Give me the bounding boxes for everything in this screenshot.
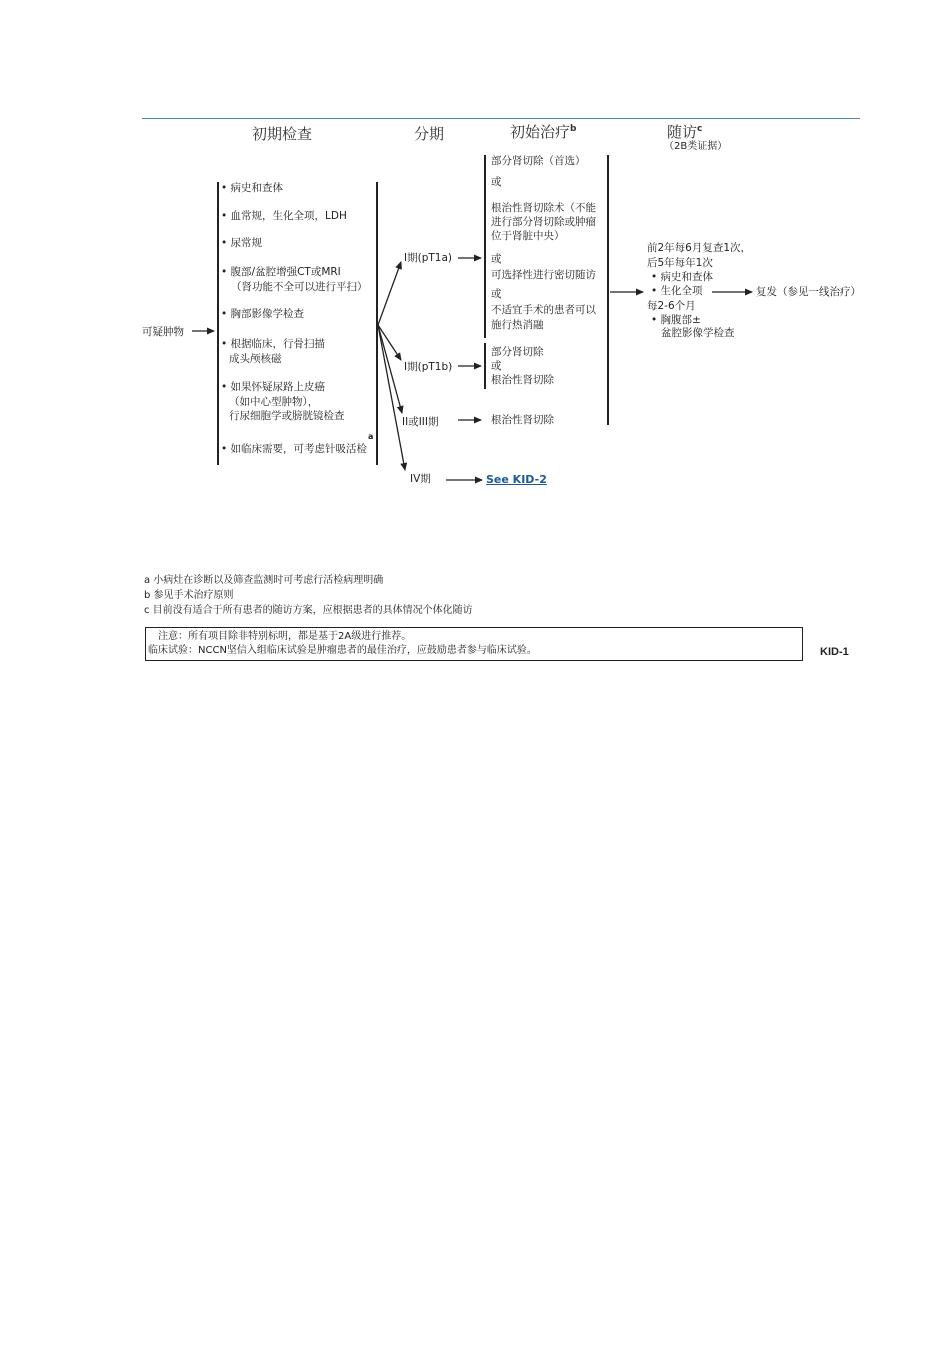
followup-schedule: 每2-6个月 xyxy=(647,300,696,312)
header-followup-sub: （2B类证据） xyxy=(664,141,728,152)
header-primary-treatment-label: 初始治疗 xyxy=(510,123,571,141)
footnote-c: c 目前没有适合于所有患者的随访方案，应根据患者的具体情况个体化随访 xyxy=(144,605,473,616)
stage-pt1b: I期(pT1b) xyxy=(404,361,453,373)
arrow-to-iv xyxy=(378,325,405,470)
followup-schedule: 前2年每6月复查1次， xyxy=(647,242,752,254)
workup-item: • 尿常规 xyxy=(221,237,263,249)
workup-item: • 胸部影像学检查 xyxy=(221,308,305,320)
stage-iv: IV期 xyxy=(410,473,431,485)
followup-item: • 病史和查体 xyxy=(651,271,714,283)
arrow-to-ii-iii xyxy=(378,325,402,413)
workup-item: • 根据临床，行骨扫描 xyxy=(221,338,326,350)
treatment-option: 部分肾切除 xyxy=(491,346,544,358)
treatment-option: 施行热消融 xyxy=(491,319,544,331)
workup-item: • 血常规，生化全项，LDH xyxy=(221,210,347,222)
stage-ii-iii: II或III期 xyxy=(402,416,439,428)
header-initial-workup: 初期检查 xyxy=(252,125,313,143)
treatment-or: 或 xyxy=(491,176,502,188)
followup-item: • 胸腹部± xyxy=(651,314,701,326)
workup-item: • 腹部/盆腔增强CT或MRI xyxy=(221,266,341,278)
followup-item: • 生化全项 xyxy=(651,285,703,297)
footnote-a: a 小病灶在诊断以及筛查监测时可考虑行活检病理明确 xyxy=(144,575,384,586)
workup-item: • 病史和查体 xyxy=(221,182,284,194)
treatment-option: 不适宜手术的患者可以 xyxy=(491,304,596,316)
header-staging: 分期 xyxy=(414,125,445,143)
see-kid-2-link[interactable]: See KID-2 xyxy=(486,473,547,486)
page-code: KID-1 xyxy=(820,646,849,658)
entry-label: 可疑肿物 xyxy=(142,326,184,338)
footnote-marker-b: b xyxy=(570,124,577,134)
workup-item-sub: 成头颅核磁 xyxy=(229,353,282,365)
note-box xyxy=(145,627,803,661)
arrow-to-pt1a xyxy=(378,262,401,325)
header-followup-label: 随访 xyxy=(667,123,698,141)
footnote-marker-a: a xyxy=(368,432,374,441)
footnote-b: b 参见手术治疗原则 xyxy=(144,590,234,601)
treatment-or: 或 xyxy=(491,253,502,265)
workup-item-sub: （如中心型肿物）， xyxy=(229,396,319,408)
workup-item-sub: 行尿细胞学或膀胱镜检查 xyxy=(229,410,345,422)
stage-pt1a: I期(pT1a) xyxy=(404,252,452,264)
footnote-marker-c: c xyxy=(697,124,703,134)
treatment-option: 部分肾切除（首选） xyxy=(491,155,586,167)
workup-item: • 如果怀疑尿路上皮癌 xyxy=(221,381,326,393)
recurrence-label: 复发（参见一线治疗） xyxy=(756,286,861,298)
treatment-option: 进行部分肾切除或肿瘤 xyxy=(491,216,596,228)
treatment-or: 或 xyxy=(491,360,502,372)
treatment-or: 或 xyxy=(491,288,502,300)
treatment-option: 位于肾脏中央） xyxy=(491,230,565,242)
treatment-option: 根治性肾切除 xyxy=(491,414,554,426)
workup-item: • 如临床需要，可考虑针吸活检 xyxy=(221,443,368,455)
treatment-option: 可选择性进行密切随访 xyxy=(491,269,596,281)
workup-item-sub: （肾功能不全可以进行平扫） xyxy=(231,281,368,293)
treatment-option: 根治性肾切除 xyxy=(491,374,554,386)
note-line: 临床试验：NCCN坚信入组临床试验是肿瘤患者的最佳治疗，应鼓励患者参与临床试验。 xyxy=(148,645,537,656)
followup-schedule: 后5年每年1次 xyxy=(647,257,713,269)
followup-item-sub: 盆腔影像学检查 xyxy=(661,327,735,339)
treatment-option: 根治性肾切除术（不能 xyxy=(491,202,596,214)
note-line: 注意：所有项目除非特别标明，都是基于2A级进行推荐。 xyxy=(158,631,412,642)
